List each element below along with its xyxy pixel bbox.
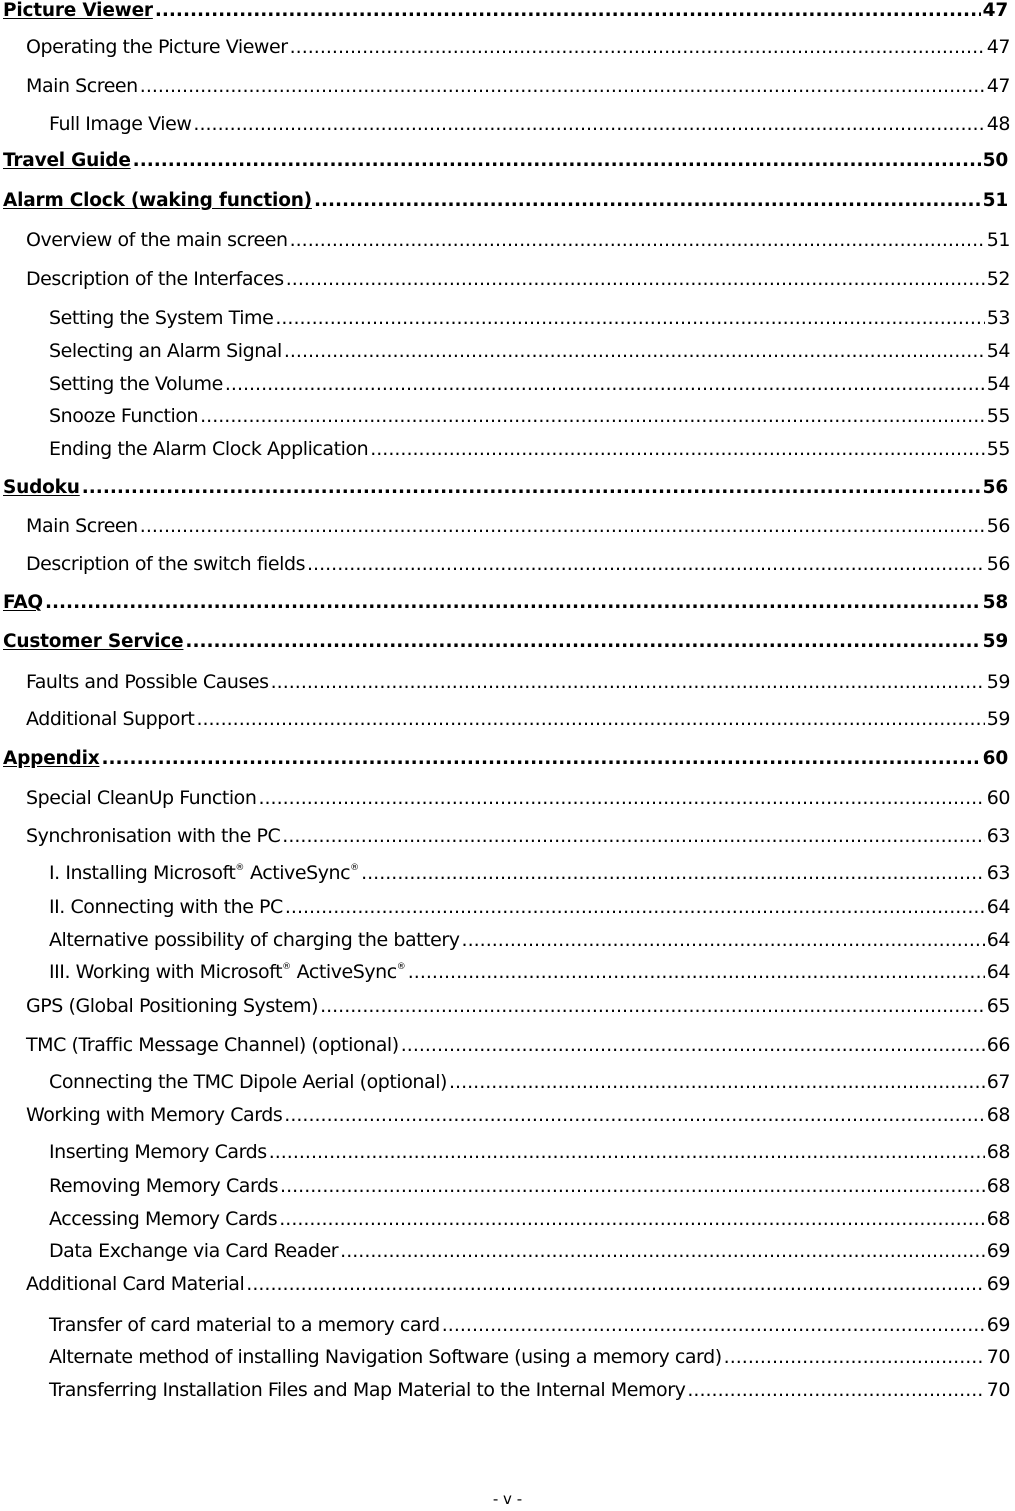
toc-entry[interactable] bbox=[26, 553, 1010, 579]
dot-leader bbox=[340, 1240, 985, 1262]
toc-entry-page-number: 55 bbox=[986, 405, 1010, 427]
page-number-footer: - v - bbox=[492, 1490, 523, 1508]
dot-leader bbox=[370, 438, 985, 460]
toc-entry-title: Setting the Volume bbox=[49, 373, 223, 395]
toc-entry-title: Picture Viewer bbox=[3, 0, 153, 21]
toc-entry-title: Transferring Installation Files and Map Material to the Internal Memory bbox=[49, 1379, 686, 1401]
toc-entry-title: Main Screen bbox=[26, 515, 138, 537]
toc-entry-title: Description of the switch fields bbox=[26, 553, 306, 575]
dot-leader bbox=[284, 340, 985, 362]
toc-entry-title: Full Image View bbox=[49, 113, 192, 135]
toc-entry-title: Alarm Clock (waking function) bbox=[3, 190, 312, 211]
toc-entry-page-number: 69 bbox=[986, 1240, 1010, 1262]
toc-entry-title: III. Working with Microsoft® ActiveSync® bbox=[49, 961, 406, 983]
dot-leader bbox=[462, 929, 985, 951]
toc-entry-title: Data Exchange via Card Reader bbox=[49, 1240, 339, 1262]
toc-entry[interactable] bbox=[49, 1175, 1010, 1201]
toc-entry-title: II. Connecting with the PC bbox=[49, 896, 283, 918]
toc-entry-page-number: 48 bbox=[986, 113, 1010, 135]
toc-entry[interactable] bbox=[26, 995, 1010, 1021]
toc-entry-title: Travel Guide bbox=[3, 150, 131, 171]
toc-entry-page-number: 59 bbox=[986, 708, 1010, 730]
toc-entry-page-number: 54 bbox=[986, 340, 1010, 362]
dot-leader bbox=[282, 825, 984, 847]
dot-leader bbox=[361, 862, 985, 884]
toc-entry-page-number: 69 bbox=[986, 1314, 1010, 1336]
toc-entry-title: Removing Memory Cards bbox=[49, 1175, 279, 1197]
toc-entry[interactable] bbox=[26, 671, 1010, 697]
toc-entry[interactable] bbox=[26, 708, 1010, 734]
toc-entry-page-number: 69 bbox=[986, 1273, 1010, 1295]
toc-entry-page-number: 55 bbox=[986, 438, 1010, 460]
toc-entry-title: Special CleanUp Function bbox=[26, 787, 257, 809]
dot-leader bbox=[140, 515, 985, 537]
toc-entry-page-number: 56 bbox=[982, 477, 1008, 498]
dot-leader bbox=[401, 1034, 985, 1056]
dot-leader bbox=[285, 896, 985, 918]
toc-entry-page-number: 54 bbox=[986, 373, 1010, 395]
toc-entry-page-number: 68 bbox=[986, 1104, 1010, 1126]
toc-entry[interactable] bbox=[49, 1240, 1010, 1266]
dot-leader bbox=[280, 1175, 985, 1197]
toc-entry-title: Customer Service bbox=[3, 631, 184, 652]
toc-entry[interactable] bbox=[49, 929, 1010, 955]
dot-leader bbox=[687, 1379, 984, 1401]
toc-entry-title: GPS (Global Positioning System) bbox=[26, 995, 319, 1017]
toc-entry[interactable] bbox=[26, 787, 1010, 813]
toc-entry-page-number: 70 bbox=[986, 1379, 1010, 1401]
toc-entry-page-number: 60 bbox=[982, 748, 1008, 769]
toc-entry[interactable] bbox=[49, 896, 1010, 922]
toc-entry[interactable] bbox=[49, 405, 1010, 431]
toc-entry-title: Transfer of card material to a memory card bbox=[49, 1314, 440, 1336]
toc-entry-page-number: 64 bbox=[986, 929, 1010, 951]
toc-entry[interactable] bbox=[3, 592, 1008, 618]
toc-entry-title: Ending the Alarm Clock Application bbox=[49, 438, 369, 460]
toc-entry-page-number: 64 bbox=[986, 896, 1010, 918]
toc-entry-page-number: 50 bbox=[982, 150, 1008, 171]
dot-leader bbox=[196, 708, 984, 730]
toc-entry-title: Accessing Memory Cards bbox=[49, 1208, 278, 1230]
toc-entry[interactable] bbox=[3, 631, 1008, 657]
dot-leader bbox=[286, 268, 985, 290]
toc-entry[interactable] bbox=[3, 477, 1008, 503]
toc-entry-title: Additional Card Material bbox=[26, 1273, 245, 1295]
toc-entry[interactable] bbox=[26, 1034, 1010, 1060]
dot-leader bbox=[133, 150, 981, 171]
toc-entry-title: Connecting the TMC Dipole Aerial (optional) bbox=[49, 1071, 447, 1093]
dot-leader bbox=[45, 592, 981, 613]
dot-leader bbox=[442, 1314, 985, 1336]
toc-entry-title: Faults and Possible Causes bbox=[26, 671, 269, 693]
toc-entry-title: Snooze Function bbox=[49, 405, 199, 427]
dot-leader bbox=[320, 995, 985, 1017]
toc-entry[interactable] bbox=[3, 0, 1008, 26]
dot-leader bbox=[225, 373, 985, 395]
dot-leader bbox=[449, 1071, 985, 1093]
toc-entry[interactable] bbox=[49, 373, 1010, 399]
dot-leader bbox=[271, 671, 985, 693]
toc-entry[interactable] bbox=[26, 229, 1010, 255]
toc-entry[interactable] bbox=[49, 1346, 1010, 1372]
toc-entry-title: Alternate method of installing Navigation Software (using a memory card) bbox=[49, 1346, 722, 1368]
toc-entry-page-number: 64 bbox=[986, 961, 1010, 983]
dot-leader bbox=[258, 787, 984, 809]
toc-entry-title: Setting the System Time bbox=[49, 307, 274, 329]
toc-entry-page-number: 65 bbox=[986, 995, 1010, 1017]
toc-entry-title: Main Screen bbox=[26, 75, 138, 97]
toc-entry-page-number: 68 bbox=[986, 1208, 1010, 1230]
toc-entry[interactable] bbox=[49, 1071, 1010, 1097]
toc-entry-page-number: 63 bbox=[986, 862, 1010, 884]
toc-entry-page-number: 47 bbox=[986, 75, 1010, 97]
toc-entry-title: Description of the Interfaces bbox=[26, 268, 284, 290]
toc-entry-page-number: 59 bbox=[986, 671, 1010, 693]
dot-leader bbox=[275, 307, 984, 329]
toc-entry-title: Inserting Memory Cards bbox=[49, 1141, 267, 1163]
toc-entry[interactable] bbox=[49, 1379, 1010, 1405]
toc-entry-title: Sudoku bbox=[3, 477, 80, 498]
toc-entry-title: Operating the Picture Viewer bbox=[26, 36, 288, 58]
toc-entry[interactable] bbox=[3, 190, 1008, 216]
dot-leader bbox=[290, 36, 985, 58]
toc-entry-title: Alternative possibility of charging the battery bbox=[49, 929, 460, 951]
toc-entry[interactable] bbox=[3, 748, 1008, 774]
dot-leader bbox=[246, 1273, 984, 1295]
toc-entry-page-number: 51 bbox=[986, 229, 1010, 251]
toc-entry[interactable] bbox=[49, 1141, 1010, 1167]
toc-entry-page-number: 59 bbox=[982, 631, 1008, 652]
toc-entry[interactable] bbox=[26, 1273, 1010, 1299]
toc-entry-title: I. Installing Microsoft® ActiveSync® bbox=[49, 862, 360, 884]
toc-entry-page-number: 47 bbox=[986, 36, 1010, 58]
toc-entry-page-number: 51 bbox=[982, 190, 1008, 211]
dot-leader bbox=[200, 405, 985, 427]
toc-entry[interactable] bbox=[49, 307, 1010, 333]
toc-entry-title: Overview of the main screen bbox=[26, 229, 288, 251]
dot-leader bbox=[307, 553, 985, 575]
dot-leader bbox=[155, 0, 981, 21]
toc-entry-title: TMC (Traffic Message Channel) (optional) bbox=[26, 1034, 399, 1056]
dot-leader bbox=[290, 229, 985, 251]
toc-entry-title: FAQ bbox=[3, 592, 43, 613]
toc-entry-page-number: 68 bbox=[986, 1175, 1010, 1197]
toc-entry[interactable] bbox=[49, 1314, 1010, 1340]
dot-leader bbox=[269, 1141, 985, 1163]
dot-leader bbox=[140, 75, 985, 97]
toc-entry[interactable] bbox=[49, 961, 1010, 987]
dot-leader bbox=[284, 1104, 984, 1126]
dot-leader bbox=[193, 113, 984, 135]
dot-leader bbox=[101, 748, 980, 769]
toc-entry[interactable] bbox=[49, 438, 1010, 464]
dot-leader bbox=[724, 1346, 985, 1368]
toc-entry[interactable] bbox=[26, 36, 1010, 62]
toc-entry-page-number: 63 bbox=[986, 825, 1010, 847]
dot-leader bbox=[279, 1208, 984, 1230]
toc-entry[interactable] bbox=[26, 268, 1010, 294]
toc-entry-title: Additional Support bbox=[26, 708, 195, 730]
toc-entry[interactable] bbox=[26, 75, 1010, 101]
toc-entry-page-number: 67 bbox=[986, 1071, 1010, 1093]
toc-entry-page-number: 53 bbox=[986, 307, 1010, 329]
toc-entry[interactable] bbox=[3, 150, 1008, 176]
toc-entry-page-number: 68 bbox=[986, 1141, 1010, 1163]
toc-entry[interactable] bbox=[49, 1208, 1010, 1234]
toc-entry-title: Selecting an Alarm Signal bbox=[49, 340, 282, 362]
toc-entry-page-number: 56 bbox=[986, 553, 1010, 575]
toc-entry-page-number: 60 bbox=[986, 787, 1010, 809]
toc-entry-title: Appendix bbox=[3, 748, 100, 769]
dot-leader bbox=[408, 961, 985, 983]
toc-entry[interactable] bbox=[49, 862, 1010, 888]
toc-entry-title: Working with Memory Cards bbox=[26, 1104, 283, 1126]
toc-entry[interactable] bbox=[26, 1104, 1010, 1130]
dot-leader bbox=[185, 631, 980, 652]
toc-entry-page-number: 58 bbox=[982, 592, 1008, 613]
toc-entry-page-number: 56 bbox=[986, 515, 1010, 537]
toc-entry[interactable] bbox=[49, 113, 1010, 139]
toc-entry[interactable] bbox=[49, 340, 1010, 366]
toc-entry[interactable] bbox=[26, 825, 1010, 851]
dot-leader bbox=[82, 477, 981, 498]
toc-entry[interactable] bbox=[26, 515, 1010, 541]
toc-entry-page-number: 47 bbox=[982, 0, 1008, 21]
dot-leader bbox=[314, 190, 981, 211]
toc-entry-page-number: 52 bbox=[986, 268, 1010, 290]
toc-entry-page-number: 66 bbox=[986, 1034, 1010, 1056]
toc-entry-page-number: 70 bbox=[986, 1346, 1010, 1368]
toc-entry-title: Synchronisation with the PC bbox=[26, 825, 281, 847]
